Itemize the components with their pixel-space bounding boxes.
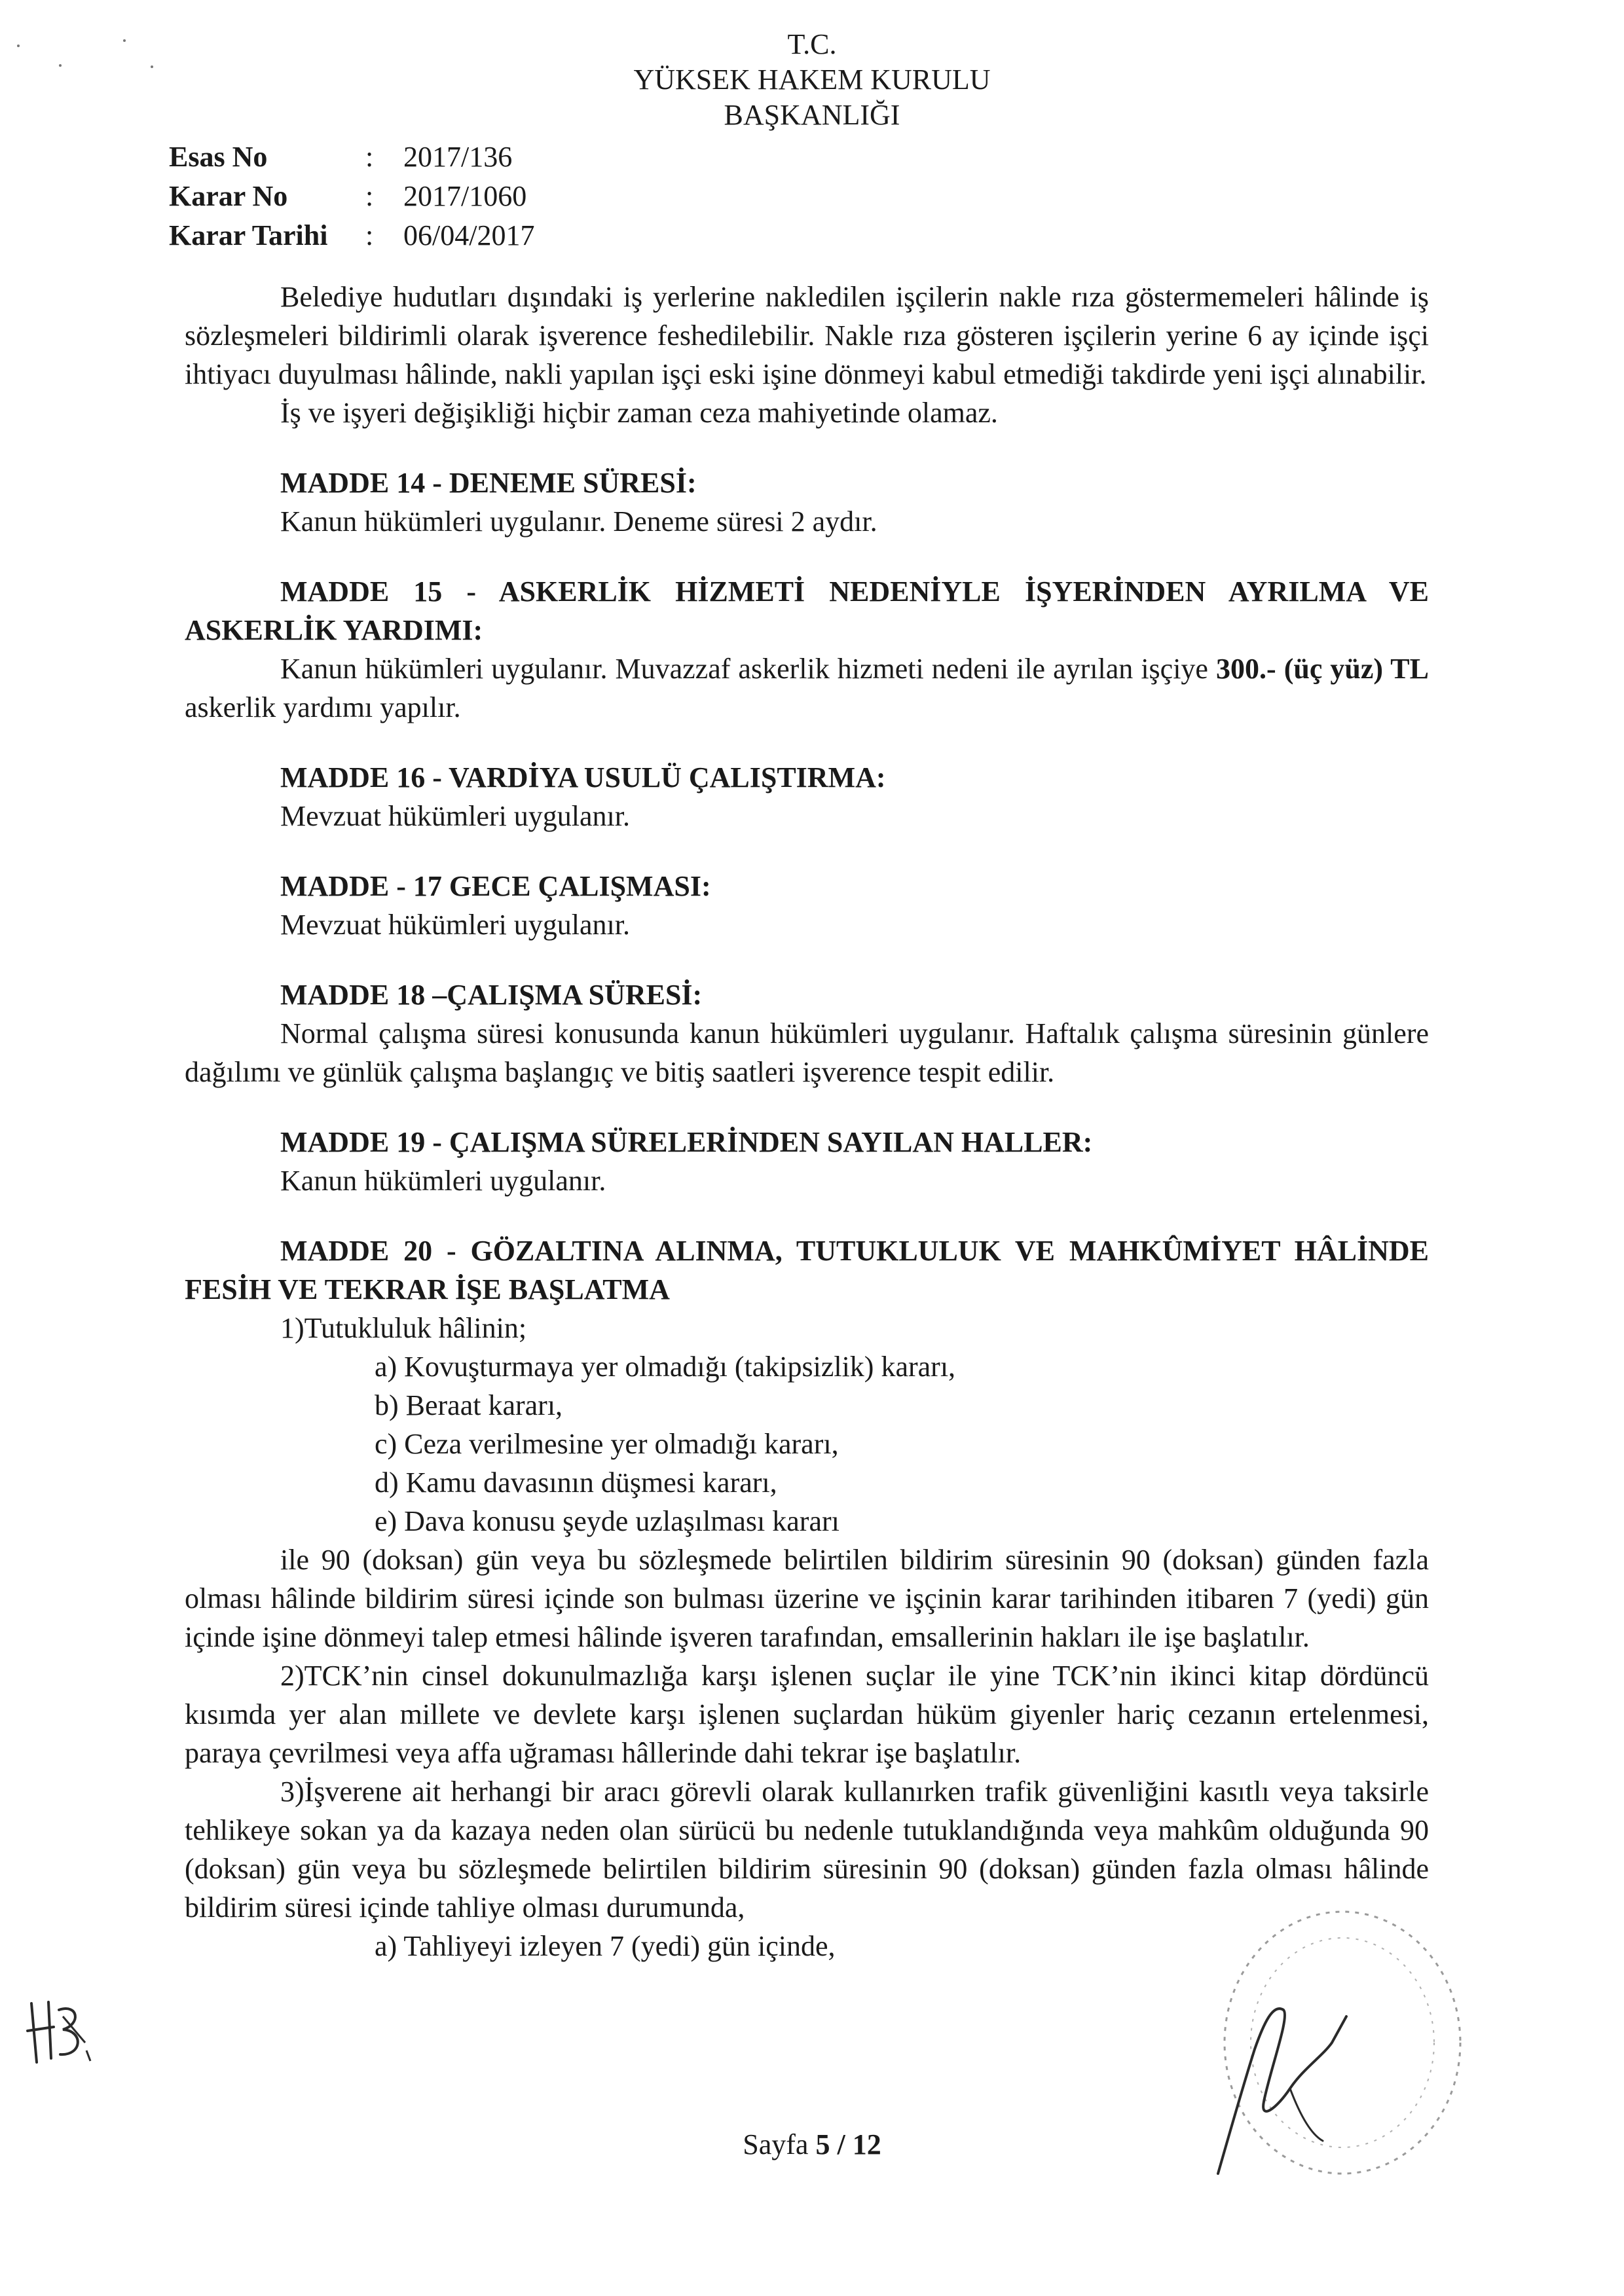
page-prefix: Sayfa — [743, 2128, 816, 2160]
article-19-text: Kanun hükümleri uygulanır. — [280, 1165, 606, 1197]
article-16-text: Mevzuat hükümleri uygulanır. — [280, 800, 630, 832]
meta-value: 06/04/2017 — [403, 219, 535, 251]
article-20-p3: 3)İşverene ait herhangi bir aracı görevli olarak kullanırken trafik güvenliğini kasıtlı veya taksirle tehlikeye sokan ya da kazaya neden olan sürücü bu nedenle tutuklandığında veya mahkûm olduğunda 90 (doksan) gün veya bu sözleşmede belirtilen bildirim süresinin 90 (doksan) günden fazla olması hâlinde bildirim süresi içinde tahliye olması durumunda, — [185, 1776, 1429, 1923]
article-20-p2: 2)TCK’nin cinsel dokunulmazlığa karşı işlenen suçlar ile yine TCK’nin ikinci kitap dördüncü kısımda yer alan millete ve devlete karşı işlenen suçlardan hüküm giyenler hariç cezanın ertelenmesi, paraya çevrilmesi veya affa uğraması hâllerinde dahi tekrar işe başlatılır. — [185, 1660, 1429, 1769]
list-item: e) Dava konusu şeyde uzlaşılması kararı — [375, 1505, 840, 1537]
page-current: 5 — [815, 2128, 830, 2160]
margin-initials-icon — [22, 1990, 101, 2069]
meta-row-tarih — [169, 216, 534, 255]
meta-label: Karar Tarihi — [169, 219, 328, 251]
header-presidency: BAŞKANLIĞI — [724, 99, 900, 131]
meta-label: Karar No — [169, 180, 288, 212]
article-17-text: Mevzuat hükümleri uygulanır. — [280, 909, 630, 941]
meta-row-esas — [169, 137, 534, 177]
meta-sep: : — [365, 180, 374, 212]
meta-value: 2017/1060 — [403, 180, 527, 212]
article-20-p1-intro: 1)Tutukluluk hâlinin; — [280, 1312, 527, 1344]
article-18-text: Normal çalışma süresi konusunda kanun hükümleri uygulanır. Haftalık çalışma süresinin günlere dağılımı ve günlük çalışma başlangıç ve bitiş saatleri işverence tespit edilir. — [185, 1017, 1429, 1088]
article-15-text-b: askerlik yardımı yapılır. — [185, 691, 461, 723]
case-metadata — [169, 137, 534, 255]
article-14-heading: MADDE 14 - DENEME SÜRESİ: — [280, 467, 697, 499]
article-16-heading: MADDE 16 - VARDİYA USULÜ ÇALIŞTIRMA: — [280, 761, 886, 793]
header-tc: T.C. — [787, 28, 837, 60]
list-item: d) Kamu davasının düşmesi kararı, — [375, 1467, 777, 1499]
article-20-p3a: a) Tahliyeyi izleyen 7 (yedi) gün içinde, — [375, 1930, 836, 1962]
document-body — [185, 278, 1429, 1965]
meta-sep: : — [365, 219, 374, 251]
page-total: 12 — [852, 2128, 881, 2160]
article-14-text: Kanun hükümleri uygulanır. Deneme süresi 2 aydır. — [280, 505, 877, 538]
article-15-text — [185, 649, 1429, 727]
meta-sep: : — [365, 141, 374, 173]
list-item: c) Ceza verilmesine yer olmadığı kararı, — [375, 1428, 839, 1460]
article-19-heading: MADDE 19 - ÇALIŞMA SÜRELERİNDEN SAYILAN HALLER: — [280, 1126, 1093, 1158]
page-slash: / — [830, 2128, 853, 2160]
meta-label: Esas No — [169, 141, 268, 173]
meta-row-karar — [169, 177, 534, 216]
list-item: b) Beraat kararı, — [375, 1389, 563, 1421]
article-20-heading: MADDE 20 - GÖZALTINA ALINMA, TUTUKLULUK VE MAHKÛMİYET HÂLİNDE FESİH VE TEKRAR İŞE BAŞLATMA — [185, 1235, 1429, 1305]
article-20-p1-body: ile 90 (doksan) gün veya bu sözleşmede belirtilen bildirim süresinin 90 (doksan) günden fazla olması hâlinde bildirim süresi içinde son bulması üzerine ve işçinin karar tarihinden itibaren 7 (yedi) gün içinde işine dönmeyi talep etmesi hâlinde işveren tarafından, emsallerinin hakları ile işe başlatılır. — [185, 1544, 1429, 1653]
list-item: a) Kovuşturmaya yer olmadığı (takipsizlik) kararı, — [375, 1351, 956, 1383]
article-18-heading: MADDE 18 –ÇALIŞMA SÜRESİ: — [280, 979, 703, 1011]
meta-value: 2017/136 — [403, 141, 513, 173]
intro-paragraph-1: Belediye hudutları dışındaki iş yerlerine nakledilen işçilerin nakle rıza göstermemeleri hâlinde iş sözleşmeleri bildirimli olarak işverence feshedilebilir. Nakle rıza gösteren işçilerin yerine 6 ay içinde işçi ihtiyacı duyulması hâlinde, nakli yapılan işçi eski işine dönmeyi kabul etmediği takdirde yeni işçi alınabilir. — [185, 281, 1429, 390]
page-number — [0, 2128, 1624, 2161]
article-15-text-a: Kanun hükümleri uygulanır. Muvazzaf askerlik hizmeti nedeni ile ayrılan işçiye — [280, 653, 1216, 685]
article-15-heading: MADDE 15 - ASKERLİK HİZMETİ NEDENİYLE İŞYERİNDEN AYRILMA VE ASKERLİK YARDIMI: — [185, 575, 1429, 646]
header-institution: YÜKSEK HAKEM KURULU — [633, 64, 991, 96]
article-15-amount: 300.- (üç yüz) TL — [1216, 653, 1429, 685]
intro-paragraph-2: İş ve işyeri değişikliği hiçbir zaman ceza mahiyetinde olamaz. — [280, 397, 998, 429]
article-17-heading: MADDE - 17 GECE ÇALIŞMASI: — [280, 870, 711, 902]
